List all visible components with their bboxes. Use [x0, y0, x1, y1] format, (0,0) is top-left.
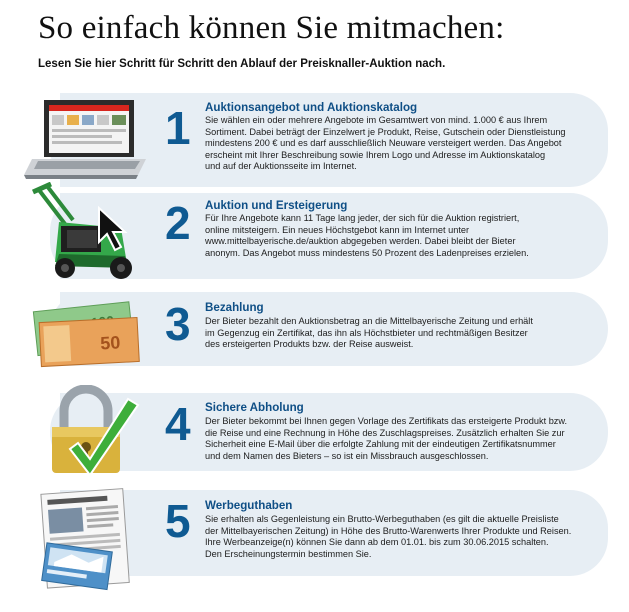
step-2-text: [205, 213, 610, 259]
step-3-line: Der Bieter bezahlt den Auktionsbetrag an die Mittelbayerische Zeitung und erhält: [205, 316, 533, 326]
step-2-number: 2: [165, 197, 191, 249]
step-5-line: Ihre Werbeanzeige(n) können Sie dann ab dem 01.01. bis zum 30.06.2015 schalten.: [205, 537, 549, 548]
step-2-line: www.mittelbayerische.de/auktion abgegeben werden. Dabei bleibt der Bieter: [205, 236, 516, 247]
step-4-heading: Sichere Abholung: [205, 401, 304, 414]
step-4-number: 4: [165, 398, 191, 450]
step-4-text: [205, 416, 610, 462]
step-3-heading: Bezahlung: [205, 301, 264, 314]
laptop-icon: [22, 95, 152, 185]
step-5-text: [205, 514, 610, 560]
step-1-line: erscheint mit Ihrer Beschreibung sowie Ihrem Logo und Adresse im Auktionskatalog: [205, 149, 546, 160]
step-4-line: die Reise und eine Rechnung in Höhe des Zuschlagspreises. Zusätzlich erhalten Sie zur: [205, 427, 565, 438]
step-1-number: 1: [165, 102, 191, 154]
step-3-line: im Gegenzug ein Zertifikat, das ihn als Höchstbieter und rechtmäßigen Besitzer: [205, 327, 528, 338]
step-4-line: Sicherheit eine E-Mail über die erfolgte Zahlung mit der eindeutigen Zertifikatsnummer: [205, 439, 556, 450]
euro-banknotes-icon: [30, 298, 148, 370]
step-1-line: und auf der Auktionsseite im Internet.: [205, 161, 357, 172]
step-1-line: Sie wählen ein oder mehrere Angebote im Gesamtwert von mind. 1.000 € aus Ihrem: [205, 115, 548, 125]
svg-text:50: 50: [99, 332, 121, 354]
page-title: So einfach können Sie mitmachen:: [38, 10, 505, 46]
step-2-line: online mitsteigern. Ein neues Höchstgebot kann im Internet unter: [205, 224, 470, 235]
step-3-text: [205, 316, 610, 351]
step-1-line: Sortiment. Dabei beträgt der Einzelwert je Produkt, Reise, Gutschein oder Dienstleistung: [205, 126, 566, 137]
step-5-line: der Mittelbayerischen Zeitung) in Höhe des Brutto-Warenwerts Ihrer Produkte und Reisen.: [205, 525, 572, 536]
step-4-line: und dem Namen des Bieters – so ist ein Missbrauch ausgeschlossen.: [205, 450, 489, 461]
step-5-number: 5: [165, 495, 191, 547]
lawnmower-icon: [25, 182, 155, 282]
step-2-line: anonym. Das Angebot muss mindestens 50 Prozent des Ladenpreises erzielen.: [205, 247, 529, 258]
step-5-heading: Werbeguthaben: [205, 499, 293, 512]
step-4-line: Der Bieter bekommt bei Ihnen gegen Vorlage des Zertifikats das ersteigerte Produkt bzw.: [205, 416, 568, 426]
step-3-line: des ersteigerten Produkts bzw. der Reise ausweist.: [205, 339, 414, 350]
padlock-check-icon: [40, 385, 150, 485]
step-1-line: mindestens 200 € und es darf ausschließlich Neuware versteigert werden. Das Angebot: [205, 138, 562, 149]
step-2-line: Für Ihre Angebote kann 11 Tage lang jeder, der sich für die Auktion registriert,: [205, 213, 520, 223]
step-1-heading: Auktionsangebot und Auktionskatalog: [205, 101, 418, 114]
step-5-line: Sie erhalten als Gegenleistung ein Brutto-Werbeguthaben (es gilt die aktuelle Preisliste: [205, 514, 559, 524]
step-3-number: 3: [165, 298, 191, 350]
step-5-line: Den Erscheinungstermin bestimmen Sie.: [205, 548, 372, 559]
step-1-text: [205, 115, 610, 173]
step-2-heading: Auktion und Ersteigerung: [205, 199, 348, 212]
page-subtitle: Lesen Sie hier Schritt für Schritt den Ablauf der Preisknaller-Auktion nach.: [38, 58, 446, 70]
newspaper-icon: [30, 487, 150, 592]
